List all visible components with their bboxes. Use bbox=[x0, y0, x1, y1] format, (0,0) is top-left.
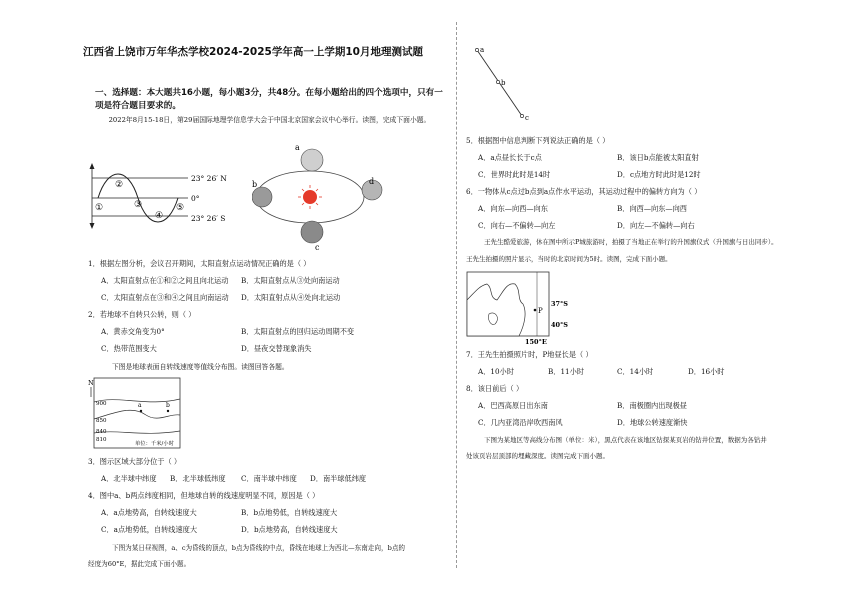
q1-option-b[interactable]: B．太阳直射点从③处向南运动 bbox=[241, 276, 340, 285]
intro-paragraph-4a: 王先生酷爱旅游，休在图中所示P城旅游时，拍摄了当地正在举行的升国旗仪式（升国旗与日出同步）。 bbox=[484, 238, 778, 246]
q7-option-b[interactable]: B．11小时 bbox=[548, 367, 584, 376]
dusk-line-figure bbox=[470, 42, 530, 124]
q2-option-a[interactable]: A．黄赤交角变为0° bbox=[101, 327, 165, 336]
q1-stem: 1．根据左图分析，会议召开期间，太阳直射点运动情况正确的是（ ） bbox=[88, 259, 311, 268]
q3-option-a[interactable]: A．北半球中纬度 bbox=[101, 474, 157, 483]
exam-title: 江西省上饶市万年华杰学校2024-2025学年高一上学期10月地理测试题 bbox=[83, 46, 423, 58]
q8-option-c[interactable]: C．几内亚湾沿岸吹西南风 bbox=[478, 418, 563, 427]
q1-option-d[interactable]: D．太阳直射点从④处向北运动 bbox=[241, 293, 341, 302]
earth-globe-c bbox=[301, 221, 323, 243]
earth-globe-b bbox=[252, 187, 272, 207]
city-p-label: P bbox=[538, 307, 543, 315]
q2-option-c[interactable]: C．热带范围变大 bbox=[101, 344, 157, 353]
q6-option-d[interactable]: D．向左—不偏转—向右 bbox=[617, 221, 695, 230]
point-b-label: b bbox=[166, 402, 170, 409]
lat-label-north: 23° 26′ N bbox=[191, 174, 227, 183]
sun-icon bbox=[303, 190, 317, 204]
q3-option-d[interactable]: D．南半球低纬度 bbox=[310, 474, 367, 483]
lat-label-equator: 0° bbox=[191, 194, 200, 203]
isoline-label-850: 850 bbox=[96, 418, 107, 424]
q5-option-a[interactable]: A．a点昼长长于c点 bbox=[478, 153, 542, 162]
lon-label-150e: 150°E bbox=[525, 338, 547, 346]
column-divider bbox=[456, 22, 457, 568]
isoline-label-810: 810 bbox=[96, 437, 107, 443]
curve-mark-2: ② bbox=[115, 180, 124, 190]
q7-option-a[interactable]: A．10小时 bbox=[478, 367, 514, 376]
q6-option-c[interactable]: C．向右—不偏转—向左 bbox=[478, 221, 556, 230]
intro-paragraph-5b: 处该页岩层顶部的埋藏深度。读图完成下面小题。 bbox=[466, 452, 609, 460]
line-point-c: c bbox=[525, 114, 529, 122]
q4-option-b[interactable]: B．b点地势低，自转线速度大 bbox=[241, 508, 338, 517]
q5-option-b[interactable]: B．该日b点能被太阳直射 bbox=[617, 153, 699, 162]
q5-option-c[interactable]: C．世界时此时是14时 bbox=[478, 170, 551, 179]
q7-option-c[interactable]: C．14小时 bbox=[617, 367, 654, 376]
intro-paragraph-3a: 下图为某日昼视图，a、c为昏线的顶点，b点为昏线的中点，昏线在地球上为西北—东南走向，b点的 bbox=[112, 544, 406, 552]
curve-mark-1: ① bbox=[95, 203, 104, 213]
section-heading: 一、选择题：本大题共16小题，每小题3分，共48分。在每小题给出的四个选项中，只有一项是符合题目要求的。 bbox=[95, 88, 443, 111]
unit-label: 单位：千米/小时 bbox=[135, 441, 174, 447]
earth-globe-a bbox=[301, 149, 323, 171]
point-a-label: a bbox=[138, 402, 142, 409]
q6-stem: 6．一物体从c点过b点到a点作水平运动，其运动过程中的偏转方向为（ ） bbox=[466, 187, 702, 196]
intro-paragraph-5a: 下图为某地区等高线分布图（单位：米），黑点代表在该地区钻探某页岩的钻井位置，数据为各钻井 bbox=[484, 436, 767, 444]
orbit-label-a: a bbox=[295, 143, 300, 152]
q2-stem: 2．若地球不自转只公转，则（ ） bbox=[88, 310, 196, 319]
q3-option-c[interactable]: C．南半球中纬度 bbox=[241, 474, 297, 483]
isoline-label-900: 900 bbox=[96, 401, 107, 407]
north-arrow-label: N bbox=[88, 379, 94, 387]
q2-option-d[interactable]: D．昼夜交替现象消失 bbox=[241, 344, 312, 353]
q2-option-b[interactable]: B．太阳直射点的回归运动周期不变 bbox=[241, 327, 355, 336]
earth-orbit-figure bbox=[252, 140, 392, 252]
rotation-speed-isoline-figure bbox=[88, 375, 183, 450]
orbit-label-b: b bbox=[252, 180, 258, 189]
line-point-b: b bbox=[501, 79, 506, 87]
lat-label-40s: 40°S bbox=[551, 321, 568, 329]
q1-option-c[interactable]: C．太阳直射点在③和④之间且向南运动 bbox=[101, 293, 229, 302]
q7-option-d[interactable]: D．16小时 bbox=[688, 367, 725, 376]
q6-option-b[interactable]: B．向西—向东—向西 bbox=[617, 204, 687, 213]
q3-stem: 3．图示区域大部分位于（ ） bbox=[88, 457, 182, 466]
q1-option-a[interactable]: A．太阳直射点在①和②之间且向北运动 bbox=[101, 276, 229, 285]
line-point-a: a bbox=[480, 46, 485, 54]
lat-label-37s: 37°S bbox=[551, 300, 568, 308]
q4-option-a[interactable]: A．a点地势高，自转线速度大 bbox=[101, 508, 197, 517]
q4-stem: 4．图中a、b两点纬度相同，但地球自转的线速度明显不同，原因是（ ） bbox=[88, 491, 320, 500]
intro-paragraph-1: 2022年8月15-18日，第29届国际地理学信息学大会于中国北京国家会议中心举行。读图，完成下面小题。 bbox=[108, 116, 431, 124]
q8-option-b[interactable]: B．南极圈内出现极昼 bbox=[617, 401, 687, 410]
orbit-label-c: c bbox=[315, 243, 320, 252]
q8-stem: 8．该日前后（ ） bbox=[466, 384, 524, 393]
orbit-label-d: d bbox=[369, 177, 375, 186]
p-city-map-figure bbox=[465, 270, 580, 346]
intro-paragraph-4b: 王先生拍摄的照片显示，当时的北京时间为5时。读图，完成下面小题。 bbox=[466, 255, 672, 263]
q7-stem: 7．王先生拍摄照片时，P地昼长是（ ） bbox=[466, 350, 593, 359]
q4-option-d[interactable]: D．b点地势高，自转线速度大 bbox=[241, 525, 338, 534]
q8-option-d[interactable]: D．地球公转速度渐快 bbox=[617, 418, 688, 427]
intro-paragraph-3b: 经度为60°E，据此完成下面小题。 bbox=[88, 560, 191, 568]
isoline-label-840: 840 bbox=[96, 429, 107, 435]
q3-option-b[interactable]: B．北半球低纬度 bbox=[170, 474, 226, 483]
curve-mark-3: ③ bbox=[134, 200, 143, 210]
q5-option-d[interactable]: D．c点地方时此时是12时 bbox=[617, 170, 701, 179]
q8-option-a[interactable]: A．巴西高原日出东南 bbox=[478, 401, 548, 410]
q5-stem: 5．根据图中信息判断下列说法正确的是（ ） bbox=[466, 136, 610, 145]
intro-paragraph-2: 下图是地球表面自转线速度等值线分布图。读图回答各题。 bbox=[112, 363, 289, 371]
curve-mark-5: ⑤ bbox=[176, 203, 185, 213]
curve-mark-4: ④ bbox=[155, 211, 164, 221]
q6-option-a[interactable]: A．向东—向西—向东 bbox=[478, 204, 548, 213]
q4-option-c[interactable]: C．a点地势低，自转线速度大 bbox=[101, 525, 198, 534]
subsolar-point-curve-figure bbox=[88, 160, 238, 230]
lat-label-south: 23° 26′ S bbox=[191, 214, 226, 223]
